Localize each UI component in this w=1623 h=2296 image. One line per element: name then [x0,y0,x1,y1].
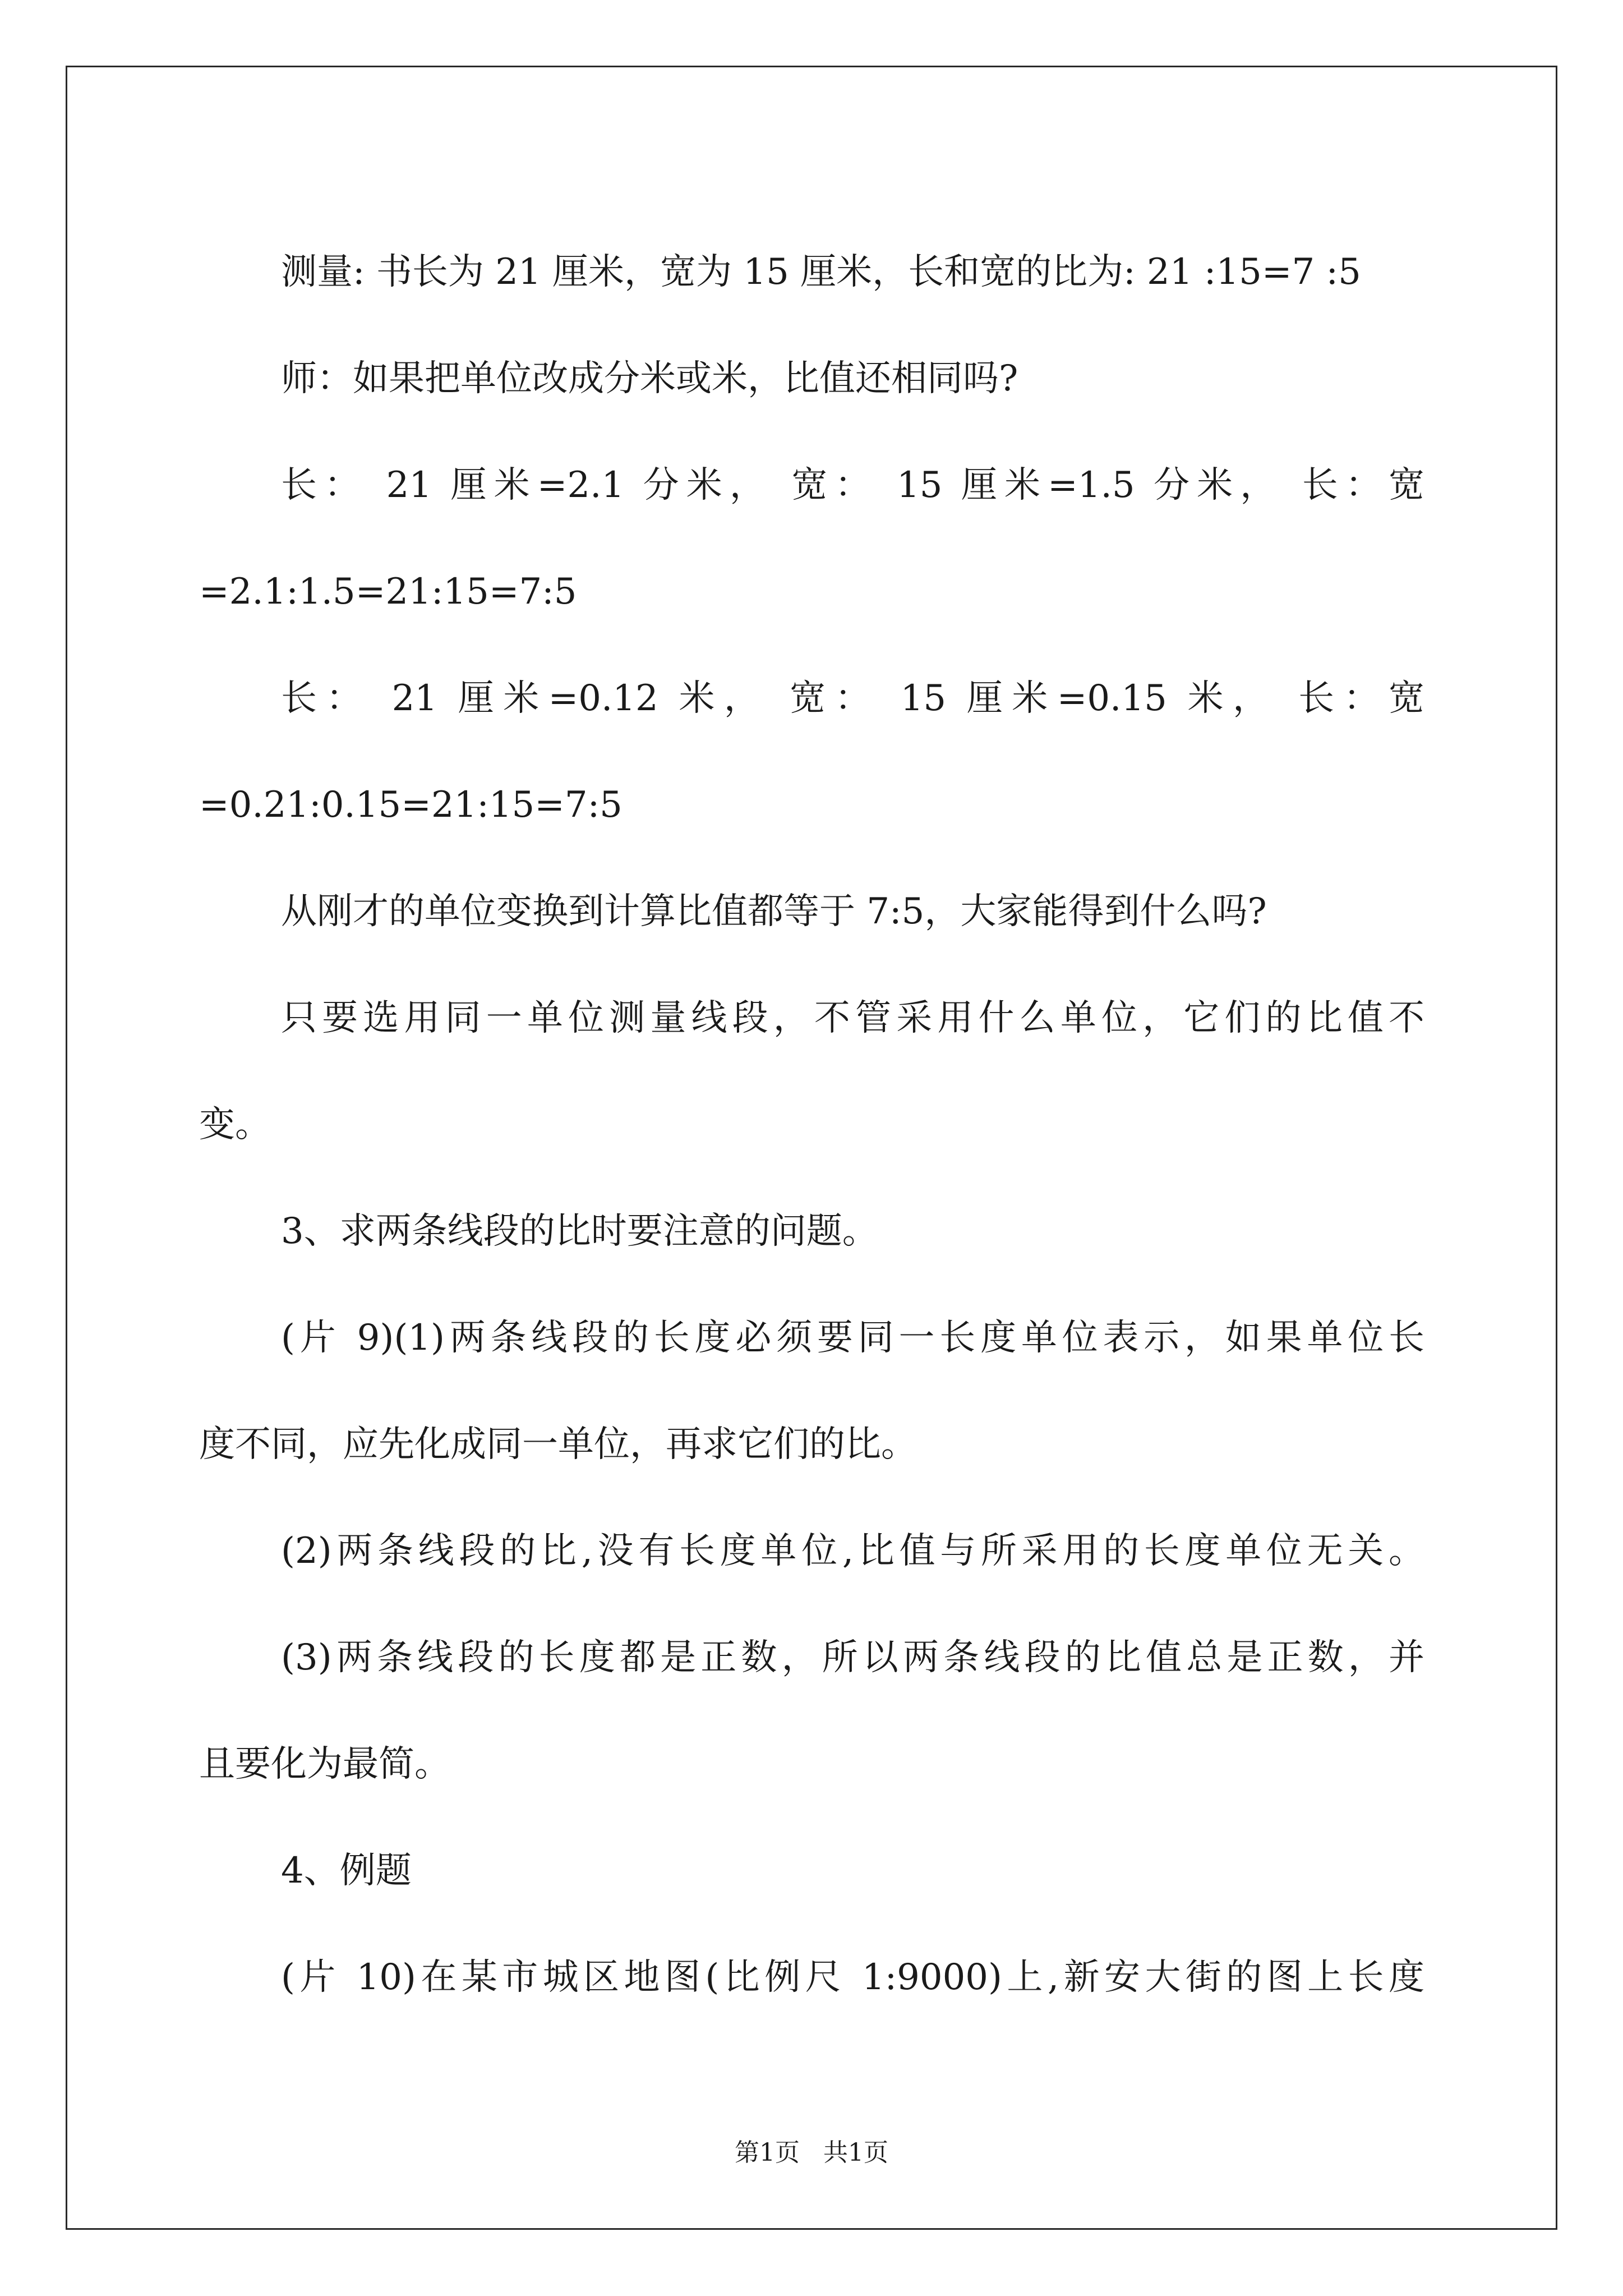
paragraph-note3-line1: (3)两条线段的长度都是正数，所以两条线段的比值总是正数，并 [281,1637,1424,1678]
paragraph-conclusion-line2: 变。 [199,1104,271,1145]
paragraph-conclusion-question: 从刚才的单位变换到计算比值都等于 7:5，大家能得到什么吗? [281,891,1267,932]
paragraph-measurement: 测量: 书长为 21 厘米，宽为 15 厘米，长和宽的比为: 21 :15=7 :5 [281,251,1361,293]
paragraph-note3-line2: 且要化为最简。 [199,1743,450,1785]
section-heading-3: 3、求两条线段的比时要注意的问题。 [281,1211,878,1252]
paragraph-meter-line2: =0.21:0.15=21:15=7:5 [199,784,623,826]
paragraph-decimeter-line1: 长： 21 厘米=2.1 分米， 宽： 15 厘米=1.5 分米， 长：宽 [281,464,1424,506]
section-heading-4: 4、例题 [281,1850,412,1892]
page-footer: 第1页 共1页 [735,2138,888,2167]
paragraph-note2: (2)两条线段的比,没有长度单位,比值与所采用的长度单位无关。 [281,1530,1424,1572]
paragraph-decimeter-line2: =2.1:1.5=21:15=7:5 [199,571,577,613]
paragraph-note1-line2: 度不同，应先化成同一单位，再求它们的比。 [199,1424,917,1465]
paragraph-meter-line1: 长： 21 厘米=0.12 米， 宽： 15 厘米=0.15 米， 长：宽 [281,678,1424,719]
paragraph-note1-line1: (片 9)(1)两条线段的长度必须要同一长度单位表示，如果单位长 [281,1317,1424,1359]
paragraph-teacher-question: 师：如果把单位改成分米或米，比值还相同吗? [281,358,1018,399]
document-body [199,219,1424,2031]
paragraph-conclusion-line1: 只要选用同一单位测量线段，不管采用什么单位，它们的比值不 [281,997,1424,1039]
paragraph-example: (片 10)在某市城区地图(比例尺 1:9000)上,新安大街的图上长度 [281,1957,1424,1998]
